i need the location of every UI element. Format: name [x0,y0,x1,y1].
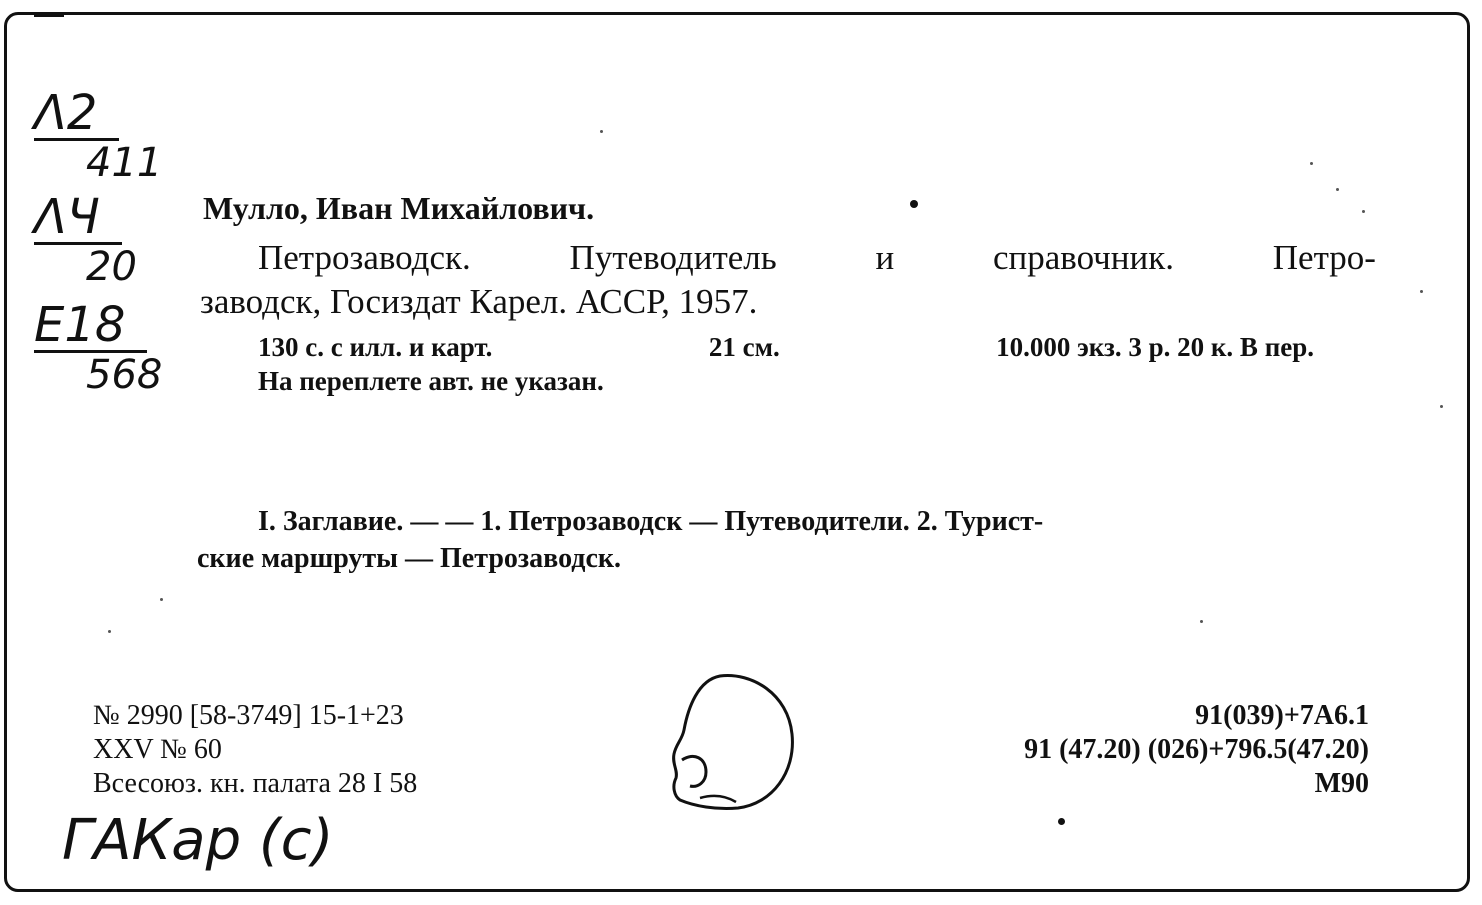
shelfmark-1 [34,85,163,186]
scan-speck [108,630,111,633]
subjects-line-2: ские маршруты — Петрозаводск. [197,543,622,574]
title-word: Петро- [1272,238,1376,277]
title-word: Петрозаводск. [258,238,471,277]
footer-left-line-1: № 2990 [58-3749] 15-1+23 [93,700,404,731]
scan-speck [1420,290,1423,293]
shelfmark-2-bottom: 20 [86,244,137,290]
shelfmark-3-bottom: 568 [86,352,163,398]
description-line-1 [258,332,1314,363]
shelfmark-2-top: ΛЧ [34,192,122,245]
scan-speck [1440,405,1443,408]
archive-handwritten-mark: ГАКар (с) [62,808,334,873]
footer-right-line-2: 91 (47.20) (026)+796.5(47.20) [1024,734,1369,765]
shelfmark-2 [34,189,137,290]
scan-speck [1310,162,1313,165]
title-word: справочник. [993,238,1174,277]
footer-right-line-3: М90 [1314,768,1369,799]
scan-speck [1200,620,1203,623]
print-run-price: 10.000 экз. 3 р. 20 к. В пер. [996,332,1314,362]
title-line-1 [258,238,1376,278]
scan-speck [600,130,603,133]
scan-speck [1336,188,1339,191]
shelfmark-1-bottom: 411 [86,140,163,186]
shelfmark-1-top: Λ2 [34,88,119,141]
title-word: Путеводитель [569,238,777,277]
size: 21 см. [708,332,780,362]
corner-mark [34,14,64,17]
ink-dot [1058,818,1065,825]
ink-dot [910,200,918,208]
scan-speck [160,598,163,601]
shelfmark-3-top: E18 [34,300,147,353]
title-line-2: заводск, Госиздат Карел. АССР, 1957. [200,282,758,321]
subjects-line-1: I. Заглавие. — — 1. Петрозаводск — Путеводители. 2. Турист- [258,506,1044,537]
footer-left-line-3: Всесоюз. кн. палата 28 I 58 [93,768,418,799]
footer-right-line-1: 91(039)+7А6.1 [1195,700,1369,731]
description-line-2: На переплете авт. не указан. [258,366,604,396]
title-word: и [875,238,895,277]
shelfmark-3 [34,297,163,398]
scan-speck [1362,210,1365,213]
author-heading: Мулло, Иван Михайлович. [203,190,595,226]
footer-left-line-2: XXV № 60 [93,734,222,765]
stamp-outline-icon [660,668,800,818]
pagination: 130 с. с илл. и карт. [258,332,493,362]
